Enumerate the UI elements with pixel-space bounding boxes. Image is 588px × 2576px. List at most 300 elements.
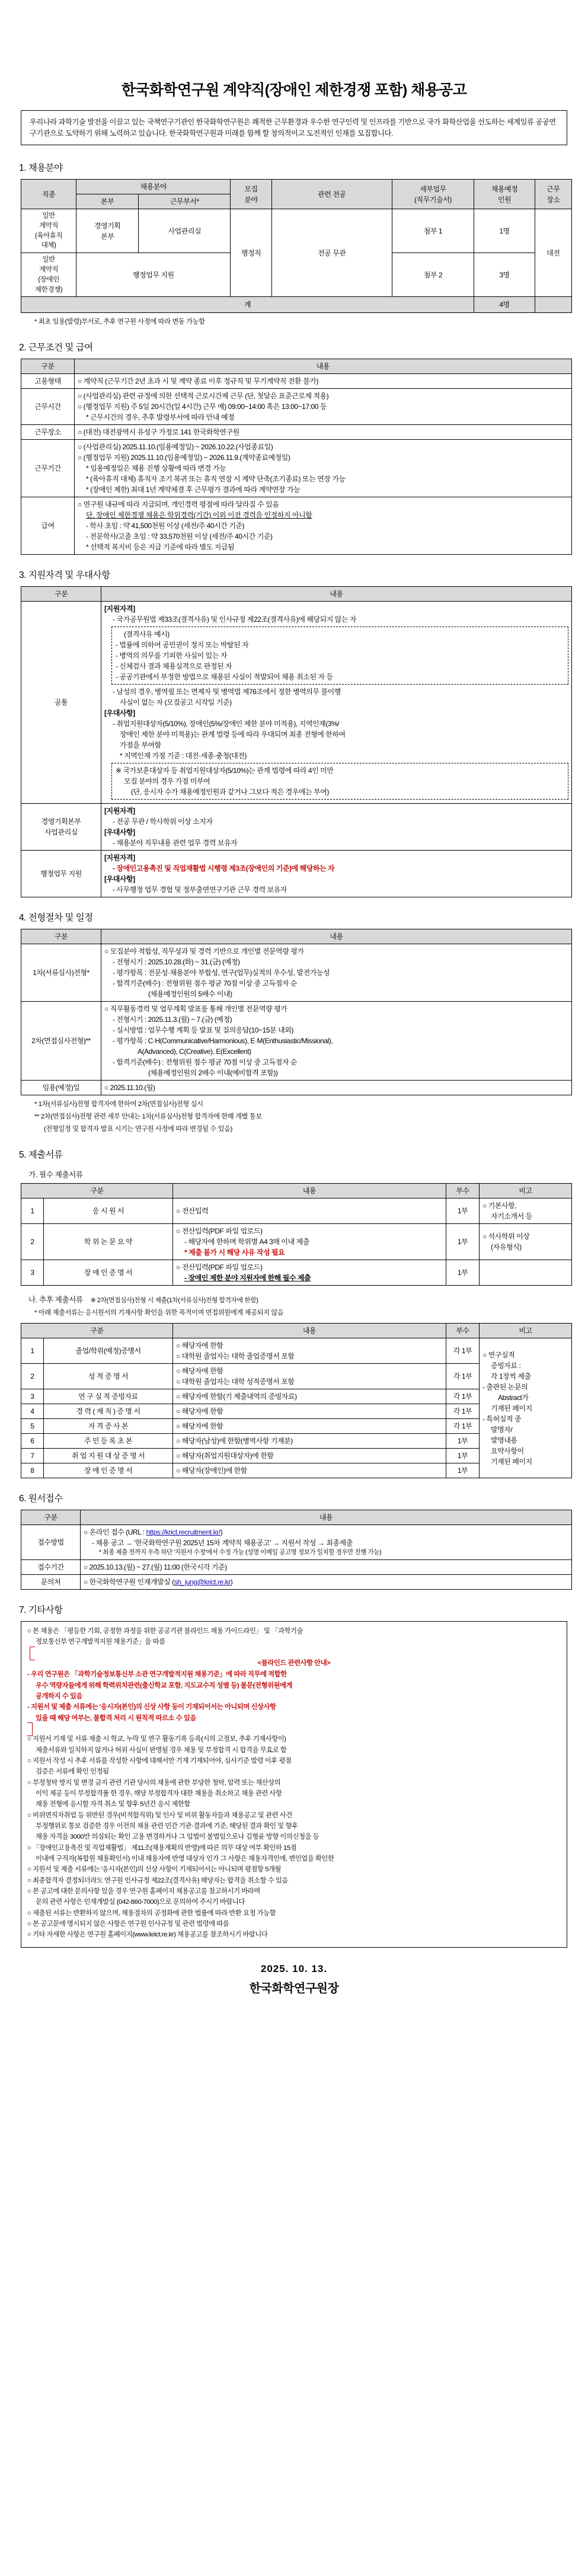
cell-remark	[480, 1198, 572, 1224]
cell-copies: 각 1부	[446, 1419, 480, 1434]
job-type-line: 일반	[42, 255, 55, 264]
table-row	[21, 389, 572, 425]
section-5a-heading: 가. 필수 제출서류	[28, 1171, 83, 1180]
content-line: ○ 2025.11.10.(월)	[104, 1084, 155, 1092]
cell-doc-name: 취 업 지 원 대 상 증 명 서	[44, 1449, 173, 1463]
cell-copies: 1부	[446, 1260, 480, 1286]
table-header-row	[21, 1510, 572, 1525]
work-condition-table	[21, 359, 572, 555]
th-label: 구분	[21, 1510, 81, 1525]
th-detail-l1: 세부업무	[420, 184, 446, 193]
cell-total-value: 4명	[474, 297, 535, 313]
th-detail-task	[392, 180, 474, 209]
th-recruit-field	[231, 180, 271, 209]
content-line: ○ 대학원 졸업자는 대학 성적증명서 포함	[176, 1378, 295, 1386]
blind-notice-line: - 우리 연구원은 「과학기술정보통신부 소관 연구개발적지원 채용기준」에 따라 직무에 적합한	[27, 1671, 287, 1679]
table-row	[21, 1575, 572, 1590]
misc-item: ○ 지원서 기재 및 서류 제출 시 학교, 누락 및 연구 활동기록 등록(시의 고정보, 추후 기재사항이)	[27, 1736, 286, 1743]
row-label: 1차(서류심사)전형*	[21, 944, 101, 1002]
cell-division-1	[76, 209, 139, 253]
remark-line: (자유형식)	[491, 1243, 522, 1252]
table-row	[21, 374, 572, 389]
remark-line: ○ 연구실적	[482, 1350, 515, 1359]
cell-copies: 각 1부	[446, 1389, 480, 1404]
cell-no: 7	[21, 1449, 44, 1463]
content-line: ○ 직무활동경력 및 업무계획 발표를 통해 개인별 전문역량 평가	[104, 1005, 287, 1014]
misc-item: 정보통신부 연구개발적지원 채용기준」을 따름	[36, 1638, 165, 1646]
row-content	[75, 497, 572, 555]
misc-item: 검증은 서류에 확인 인정됨	[36, 1768, 109, 1776]
page-title: 한국화학연구원 계약직(장애인 제한경쟁 포함) 채용공고	[121, 82, 467, 98]
th-label: 구분	[21, 359, 75, 374]
misc-item: ○ 비위면직자취업 등 위반된 경우(비적합직위) 및 인사 및 비위 활동자들과 채용공고 및 관련 사건	[27, 1811, 292, 1819]
remark-line: ○ 석사학위 이상	[482, 1232, 530, 1241]
cell-doc-content	[173, 1404, 446, 1419]
table-row	[21, 1525, 572, 1560]
application-table	[21, 1510, 572, 1590]
th-content: 내용	[173, 1184, 446, 1198]
th-head-l2: 인원	[497, 195, 512, 204]
box-line: (단, 응시자 수가 채용예정인원과 같거나 그보다 적은 경우에는 부여)	[131, 788, 329, 797]
misc-item: ○ 제출된 서류는 반환하지 않으며, 채용절차의 공정화에 관한 법률에 따라 반환 요청 가능함	[27, 1909, 276, 1917]
content-line: ○ (사업관리실) 관련 규정에 의한 선택적 근로시간제 근무 (단, 첫달은 표준근로제 적용)	[78, 392, 329, 401]
remark-line: ○ 기본사항,	[482, 1201, 517, 1210]
table-row	[21, 1260, 572, 1286]
content-line: - 학사 초임 : 약 41,500천원 이상 (세전/주 40시간 기준)	[86, 522, 245, 530]
th-copies: 부수	[446, 1184, 480, 1198]
content-line: 단, 장애인 제한경쟁 채용은 학위경력(기간) 이외 이전 경력을 인정하지 아니함	[86, 511, 312, 520]
content-line-highlight: * 제출 불가 시 해당 사유 작성 필요	[184, 1248, 285, 1257]
cell-total-blank	[535, 297, 571, 313]
cell-no: 3	[21, 1260, 44, 1286]
misc-item: 채용 자격을 3000만 의심되는 확인 고용 변경하거나 그 입법이 불법임으로나 김형윤 방향 이의신청을 등	[36, 1833, 319, 1841]
cell-no: 8	[21, 1463, 44, 1478]
cell-doc-name: 응 시 원 서	[44, 1198, 173, 1224]
table-row	[21, 1338, 572, 1364]
section-1-footnote: * 최초 임용(발령)부서로, 추후 연구원 사정에 따라 변동 가능함	[34, 318, 205, 326]
section-1-heading: 1. 채용분야	[19, 163, 63, 174]
content-line: - 평가항목 : 전문성·채용분야 부합성, 연구(업무)실적의 우수성, 발전가능성	[113, 969, 330, 977]
cell-no: 1	[21, 1198, 44, 1224]
row-content	[81, 1525, 572, 1560]
blind-notice-header: <블라인드 관련사항 안내>	[257, 1660, 331, 1667]
content-title: [지원자격]	[104, 605, 135, 613]
th-headcount	[474, 180, 535, 209]
misc-item: 이익 제공 등이 부정합격률 한 경우, 해당 부정합격자 대한 채용을 취소하고 채용 관련 사항	[36, 1789, 282, 1797]
box-line: 모집 분야의 경우 가점 미부여	[124, 777, 210, 786]
content-title: [우대사항]	[104, 828, 135, 837]
table-header-row	[21, 587, 572, 602]
cell-no: 6	[21, 1434, 44, 1449]
cell-remark-merged	[480, 1338, 572, 1478]
table-header-row	[21, 180, 572, 194]
content-line: - 전공 무관 / 학사학위 이상 소지자	[113, 817, 213, 826]
remark-line: 증빙자료 :	[491, 1361, 521, 1370]
cell-job-type-1	[21, 209, 76, 253]
content-line: - 합격기준(배수) : 전형위원 점수 평균 70점 이상 중 고득점자 순	[113, 1058, 298, 1067]
remark-line: 자기소개서 등	[491, 1212, 532, 1221]
section-5-heading: 5. 제출서류	[19, 1150, 63, 1161]
intro-text: 우리나라 과학기술 발전을 이끌고 있는 국책연구기관인 한국화학연구원은 쾌적한 근무환경과 우수한 연구인력 및 인프라를 기반으로 국가 화학산업을 선도하는 세계일류 공공연구기관으로 도약하기 위해 노력하고 있습니다. 한국화학연구원과 미래를 함께 할 창의적이고 도전적인 인재를 모집합니다.	[30, 118, 556, 138]
content-line: - 채용 공고 → '한국화학연구원 2025년 15차 계약직 채용공고' → 지원서 작성 → 최종제출	[92, 1539, 353, 1548]
cell-doc-content	[173, 1419, 446, 1434]
content-line-email: ○ 한국화학연구원 인재개발실 (sh_jung@krict.re.kr)	[84, 1578, 233, 1587]
content-line: ○ 대학원 졸업자는 대학 졸업증명서 포함	[176, 1352, 295, 1361]
content-line: ○ 계약직 (근무기간 2년 초과 시 및 계약 종료 이후 정규직 및 무기계약직 전환 불가)	[78, 377, 318, 386]
th-content: 내용	[173, 1324, 446, 1338]
content-line: * 지역인재 가점 기준 : 대전·세종·충청(대전)	[120, 752, 247, 760]
notice-box	[111, 763, 568, 800]
qualification-table	[21, 586, 572, 897]
section-6-heading: 6. 원서접수	[19, 1494, 63, 1504]
th-content: 내용	[101, 929, 572, 944]
remark-line: - 특허실적 중	[482, 1414, 522, 1423]
cell-copies: 1부	[446, 1198, 480, 1224]
cell-copies: 1부	[446, 1449, 480, 1463]
cell-no: 1	[21, 1338, 44, 1364]
blind-notice-line: 있을 때 해당 여부는, 불합격 처리 시 원칙적 따르소 수 있음	[36, 1714, 196, 1722]
table-row	[21, 1002, 572, 1081]
content-line: 사실이 없는 자 (모집공고 시작일 기준)	[120, 698, 232, 707]
row-label	[21, 804, 101, 851]
cell-location: 대전	[535, 209, 571, 297]
table-row	[21, 209, 572, 253]
content-line: ○ (행정업무 지원) 2025.11.10.(임용예정일) ~ 2026.11.9.(계약종료예정일)	[78, 453, 290, 462]
row-label: 행정업무 지원	[21, 851, 101, 897]
content-line: ○ 전산입력(PDF 파일 업로드)	[176, 1263, 263, 1272]
later-documents-table	[21, 1323, 572, 1478]
blind-recruitment-notice-box	[27, 1647, 561, 1736]
cell-doc-name: 장 애 인 증 명 서	[44, 1260, 173, 1286]
th-content: 내용	[101, 587, 572, 602]
job-type-line: 대체)	[41, 241, 56, 250]
section-2-heading: 2. 근무조건 및 급여	[19, 343, 93, 353]
table-row	[21, 851, 572, 897]
misc-item: 문의 관련 사항은 인재개발실 (042-860-7000)으로 문의하여 주시기 바랍니다	[36, 1899, 245, 1906]
content-line: * 최종 제출 전까지 우측 하단 '지원서 수정'에서 수정 가능 (성명 이메일 공고명 정보가 일치할 경우만 진행 가능)	[99, 1549, 382, 1557]
footer-organization: 한국화학연구원장	[249, 1981, 339, 1995]
misc-item: ○ 기타 자세한 사항은 연구원 홈페이지(www.krict.re.kr) 채용공고를 참조하시기 바랍니다	[27, 1931, 268, 1939]
table-row	[21, 602, 572, 804]
cell-doc-name: 성 적 증 명 서	[44, 1364, 173, 1389]
cell-doc-content	[173, 1389, 446, 1404]
cell-doc-content	[173, 1338, 446, 1364]
cell-no: 3	[21, 1389, 44, 1404]
content-line: ○ 해당자(남성)에 한함(병역사항 기재분)	[176, 1437, 293, 1446]
content-title: [지원자격]	[104, 854, 135, 862]
cell-doc-content	[173, 1463, 446, 1478]
content-line: * 임용예정일은 채용 진행 상황에 따라 변경 가능	[86, 464, 226, 473]
job-type-line: 제한경쟁)	[34, 285, 63, 293]
job-type-line: (육아휴직	[34, 231, 63, 239]
cell-doc-name: 연 구 실 적 증빙자료	[44, 1389, 173, 1404]
cell-copies: 1부	[446, 1224, 480, 1260]
row-content	[101, 944, 572, 1002]
row-label: 급여	[21, 497, 75, 555]
row-content	[101, 804, 572, 851]
content-line: - 남성의 경우, 병역필 또는 면제자 및 병역법 제76조에서 정한 병역의무 불이행	[113, 688, 341, 696]
job-type-line: (장애인	[38, 275, 59, 283]
th-division: 본부	[76, 194, 139, 209]
content-line: ○ 전산입력(PDF 파일 업로드)	[176, 1227, 263, 1236]
section-4-footnote-3: (전형일정 및 합격자 발표 시기는 연구원 사정에 따라 변경될 수 있음)	[44, 1126, 232, 1133]
cell-doc-content	[173, 1198, 446, 1224]
cell-doc-name: 경 력 ( 재 직 ) 증 명 서	[44, 1404, 173, 1419]
th-detail-l2: (직무기술서)	[414, 195, 452, 204]
th-copies: 부수	[446, 1324, 480, 1338]
cell-remark	[480, 1224, 572, 1260]
cell-doc-name: 장 애 인 증 명 서	[44, 1463, 173, 1478]
content-line: * (육아휴직 대체) 휴직자 조기 복귀 또는 휴직 연장 시 계약 단축(조기종료) 또는 연장 가능	[86, 475, 346, 484]
label-line: 사업관리실	[44, 828, 78, 837]
content-line: * (장애인 제한) 최대 1년 계약체결 후 근무평가 결과에 따라 계약연장 가능	[86, 485, 301, 494]
box-line: - 병역의 의무를 기피한 사실이 있는 자	[116, 651, 227, 660]
th-label: 구분	[21, 1324, 173, 1338]
content-line: - 채용분야 직무내용 관련 업무 경력 보유자	[113, 839, 238, 848]
blind-notice-line: 공개하지 수 있음	[36, 1693, 82, 1701]
content-line-highlight: - 장애인고용촉진 및 직업재활법 시행령 제3조(장애인의 기준)에 해당하는 자	[113, 864, 335, 873]
content-line-url: ○ 온라인 접수 (URL : https://krict.recruitment.kr/)	[84, 1528, 223, 1537]
th-head-l1: 채용예정	[491, 184, 518, 193]
cell-doc-content	[173, 1364, 446, 1389]
content-title: [우대사항]	[104, 875, 135, 884]
row-content	[75, 425, 572, 440]
cell-recruit-field: 행정직	[231, 209, 271, 297]
section-5b-heading	[28, 1293, 570, 1305]
content-line: ○ 해당자(취업지원대상자)에 한함	[176, 1452, 274, 1460]
table-row	[21, 804, 572, 851]
content-line: 장애인 제한 분야 미적용)는 관계 법령 등에 따라 우대되며 최종 전형에 한하여	[120, 730, 346, 739]
remark-line: 요약사항이	[491, 1446, 524, 1455]
row-content	[101, 1081, 572, 1095]
remark-line: 기재된 페이지	[491, 1457, 532, 1466]
content-line: (채용예정인원의 2배수 이내(예비합격 포함))	[148, 1069, 278, 1078]
intro-box	[21, 110, 567, 145]
row-label: 근무장소	[21, 425, 75, 440]
section-5b-note-2: * 아래 제출서류는 응시원서의 기재사항 확인을 위한 목적이며 면접위원에게 제공되지 않음	[34, 1309, 284, 1317]
misc-item: ○ 본 공고에 대한 문의사항 있을 경우 연구원 홈페이지 채용공고를 참고하시기 바라며	[27, 1887, 260, 1895]
content-line: ○ 해당자에 한함	[176, 1407, 223, 1416]
row-label: 접수기간	[21, 1560, 81, 1575]
table-header-row	[21, 1184, 572, 1198]
cell-total-label: 계	[21, 297, 474, 313]
remark-line: Abstract가	[498, 1393, 529, 1402]
row-label: 공통	[21, 602, 101, 804]
cell-headcount-1: 1명	[474, 209, 535, 253]
section-4-footnote-1: * 1차(서류심사)전형 합격자에 한하여 2차(면접심사)전형 실시	[34, 1101, 203, 1108]
th-label: 구분	[21, 929, 101, 944]
misc-item: 이내에 구직자(복합원 채용확인서) 이내 채용자에 반영 대상자 인가 그 사항은 채용자격인에, 변인업을 확인한	[36, 1855, 334, 1862]
cell-doc-content	[173, 1260, 446, 1286]
table-total-row	[21, 297, 572, 313]
division-line: 본부	[101, 232, 114, 241]
row-label: 근무시간	[21, 389, 75, 425]
cell-remark	[480, 1260, 572, 1286]
cell-major: 전공 무관	[271, 209, 392, 297]
cell-doc-content	[173, 1449, 446, 1463]
table-row	[21, 425, 572, 440]
th-loc-l1: 근무	[547, 184, 560, 193]
th-job-type: 직종	[21, 180, 76, 209]
table-row	[21, 944, 572, 1002]
th-label: 구분	[21, 1184, 173, 1198]
content-line: ○ 해당자에 한함	[176, 1367, 223, 1376]
content-line: ○ 2025.10.13.(월) ~ 27.(월) 11:00 (한국시각 기준)	[84, 1563, 227, 1572]
content-line: - 합격기준(배수) : 전형위원 점수 평균 70점 이상 중 고득점자 순	[113, 979, 298, 988]
content-line: ○ 전산입력	[176, 1207, 209, 1216]
cell-detail-task-1: 첨부 1	[392, 209, 474, 253]
job-type-line: 계약직	[39, 266, 59, 274]
contact-email-link[interactable]: sh_jung@krict.re.kr	[174, 1578, 231, 1587]
content-line: ○ 해당자(장애인)에 한함	[176, 1466, 247, 1475]
cell-job-type-2	[21, 253, 76, 297]
content-line: ○ 연구원 내규에 따라 지급되며, 개인경력 평점에 따라 달라질 수 있음	[78, 500, 279, 509]
cell-no: 2	[21, 1364, 44, 1389]
box-line: - 공공기관에서 부정한 방법으로 채용된 사실이 적발되어 채용 취소된 자 등	[116, 673, 333, 682]
remark-line: 각 1장씩 제출	[491, 1372, 531, 1380]
row-label: 문의처	[21, 1575, 81, 1590]
table-header-row	[21, 359, 572, 374]
content-line: - 전형시기 : 2025.10.28.(화) ~ 31.(금) (예정)	[113, 958, 240, 967]
content-line: ○ (사업관리실) 2025.11.10.(임용예정일) ~ 2026.10.22.(사업종료일)	[78, 443, 273, 452]
cell-doc-content	[173, 1224, 446, 1260]
row-content	[101, 1002, 572, 1081]
job-type-line: 일반	[42, 212, 55, 220]
content-line: (채용예정인원의 5배수 이내)	[148, 990, 232, 999]
table-row	[21, 440, 572, 497]
th-content: 내용	[75, 359, 572, 374]
misc-item: 부정행위로 통보 검증한 경우 이전의 채용 관련 민간 기관·결과에 기준, 해당된 결과 확인 및 향후	[36, 1822, 298, 1830]
content-line: ○ (대전) 대전광역시 유성구 가정로 141 한국화학연구원	[78, 428, 239, 437]
row-content	[101, 851, 572, 897]
content-line: ○ 해당자에 한함(기 제출내역의 증빙자료)	[176, 1392, 297, 1401]
cell-doc-name: 자 격 증 사 본	[44, 1419, 173, 1434]
remark-line: 발명자/	[491, 1425, 513, 1434]
table-row	[21, 1081, 572, 1095]
cell-merged-field: 행정업무 지원	[76, 253, 231, 297]
cell-doc-name: 주 민 등 록 초 본	[44, 1434, 173, 1449]
remark-line: - 출판된 논문의	[482, 1382, 528, 1391]
content-line: - 평가항목 : C·H(Communicative/Harmonious), E·M(Enthusiastic/Missional),	[113, 1037, 333, 1046]
misc-item: ○ 부정청탁 방지 및 변경 금지 관련 기관 당사의 채용에 관한 부당한 청탁, 압력 또는 재산상의	[27, 1779, 281, 1786]
cell-doc-name: 학 위 논 문 요 약	[44, 1224, 173, 1260]
content-line: - 해당자에 한하며 학위별 A4 3매 이내 제출	[184, 1238, 309, 1247]
th-content: 내용	[81, 1510, 572, 1525]
section-5b-label: 나. 추후 제출서류	[28, 1296, 83, 1305]
table-header-row	[21, 1324, 572, 1338]
cell-no: 2	[21, 1224, 44, 1260]
misc-item: 채용 전형에 응시할 자격 취소 및 향후 5년간 응시 제한함	[36, 1801, 190, 1808]
example-box	[111, 627, 568, 685]
cell-no: 5	[21, 1419, 44, 1434]
cell-headcount-2: 3명	[474, 253, 535, 297]
cell-department-1: 사업관리실	[139, 209, 231, 253]
th-label: 구분	[21, 587, 101, 602]
misc-item: ○ 지원서 작성 시 추후 서류를 작성한 사항에 대해서만 기재 기재되어야, 심사기준 발령 이후 평점	[27, 1757, 292, 1765]
application-url-link[interactable]: https://krict.recruitment.kr/	[146, 1528, 220, 1537]
misc-item: 제출서류와 일치하지 않거나 허위 사실이 판명될 경우 채용 및 부정합격 시 합격을 무효로 함	[36, 1746, 287, 1754]
required-documents-table	[21, 1183, 572, 1286]
misc-item: ○ 지원서 및 제출 서류에는 '응시자(본인)의 신상 사항이 기재되어서는 아니되며 평점항 5개월	[27, 1866, 281, 1874]
th-department: 근무부서*	[139, 194, 231, 209]
cell-copies: 1부	[446, 1434, 480, 1449]
content-line: - 사무행정 업무 경험 및 정부출연연구기관 근무 경력 보유자	[113, 886, 287, 894]
content-line: 가점을 부여함	[120, 741, 161, 750]
table-row	[21, 1560, 572, 1575]
th-recruit-field-l1: 모집	[244, 184, 258, 193]
blind-notice-line: - 지원서 및 제출 서류에는 '응시자(본인)의 신상 사항 등이 기재되어서는 아니되며 신상사항	[27, 1704, 276, 1711]
cell-copies: 각 1부	[446, 1338, 480, 1364]
row-content	[81, 1560, 572, 1575]
remark-line: 기재된 페이지	[491, 1404, 532, 1412]
job-type-line: 계약직	[39, 221, 59, 229]
blind-notice-line: 우수 역량자들에게 위해 학력위치관련(출신학교 포함, 지도교수직 성별 등) 불문(전형위원에게	[36, 1682, 292, 1689]
box-line: - 신체검사 결과 채용실격으로 판정된 자	[116, 662, 232, 671]
content-line: - 국가공무원법 제33조(결격사유) 및 인사규정 제22조(결격사유)에 해당되지 않는 자	[113, 615, 357, 624]
row-content	[81, 1575, 572, 1590]
row-label: 근무기간	[21, 440, 75, 497]
content-line: - 실시방법 : 업무수행 계획 등 발표 및 질의응답(10~15분 내외)	[113, 1026, 293, 1035]
misc-item: ○ 본 공고문에 명시되지 않은 사항은 연구원 인사규정 및 관련 법령에 따름	[27, 1920, 229, 1928]
row-label: 고용형태	[21, 374, 75, 389]
th-field-group: 채용분야	[76, 180, 231, 194]
misc-item: ○ 본 채용은 「평등한 기회, 공정한 과정을 위한 공공기관 블라인드 채용 가이드라인」 및 「과학기술	[27, 1628, 303, 1635]
content-title: [지원자격]	[104, 807, 135, 816]
content-line: A(Advanced), C(Creative), E(Excellent)	[138, 1047, 251, 1056]
cell-copies: 1부	[446, 1463, 480, 1478]
remark-line: 발명내용	[491, 1436, 517, 1444]
cell-copies: 각 1부	[446, 1364, 480, 1389]
row-content	[75, 374, 572, 389]
section-3-heading: 3. 지원자격 및 우대사항	[19, 570, 110, 581]
content-line: - 전문학사/고졸 초임 : 약 33,570천원 이상 (세전/주 40시간 기준)	[86, 532, 273, 541]
section-7-heading: 7. 기타사항	[19, 1605, 63, 1616]
row-label: 접수방법	[21, 1525, 81, 1560]
cell-no: 4	[21, 1404, 44, 1419]
row-label: 2차(면접심사전형)**	[21, 1002, 101, 1081]
box-line: - 법률에 의하여 공민권이 정지 또는 박탈된 자	[116, 641, 249, 650]
content-line: - 전형시기 : 2025.11.3.(월) ~ 7.(금) (예정)	[113, 1015, 232, 1024]
recruit-field-table	[21, 179, 572, 313]
content-line: * 근무시간의 경우, 추후 발령부서에 따라 안내 예정	[86, 413, 235, 422]
section-4-footnote-2: ** 2차(면접심사)전형 관련 세부 안내는 1차(서류심사)전형 합격자에 한해 개별 통보	[34, 1113, 262, 1121]
table-row	[21, 1198, 572, 1224]
th-remark: 비고	[480, 1324, 572, 1338]
table-header-row	[21, 929, 572, 944]
label-line: 경영기획본부	[41, 817, 81, 826]
misc-item: ○ 최종합격자 결정되더라도 연구원 인사규정 제22조(결격사유) 해당자는 합격을 취소할 수 있음	[27, 1877, 288, 1884]
cell-doc-content	[173, 1434, 446, 1449]
box-line: (결격사유 예시)	[124, 630, 170, 639]
row-content	[75, 440, 572, 497]
box-line: ※ 국가보훈대상자 등 취업지원대상자(5/10%)는 관계 법령에 따라 4인 미만	[116, 766, 334, 775]
section-4-heading: 4. 전형절차 및 일정	[19, 913, 93, 923]
th-recruit-field-l2: 분야	[244, 195, 258, 204]
footer-date: 2025. 10. 13.	[260, 1963, 328, 1974]
cell-detail-task-2: 첨부 2	[392, 253, 474, 297]
content-line: * 선택적 복지비 등은 지급 기준에 따라 별도 지급됨	[86, 543, 235, 552]
content-line: ○ 해당자에 한함	[176, 1422, 223, 1431]
selection-process-table	[21, 929, 572, 1095]
misc-notes-box	[21, 1621, 567, 1948]
cell-copies: 각 1부	[446, 1404, 480, 1419]
row-content	[75, 389, 572, 425]
division-line: 경영기획	[94, 221, 121, 230]
row-label: 임용(예정)일	[21, 1081, 101, 1095]
section-5b-note: ※ 2차(면접심사)전형 시 제출(1차(서류심사)전형 합격자에 한함)	[90, 1297, 258, 1305]
content-line: - 취업지원대상자(5/10%), 장애인(5%/장애인 제한 분야 미적용), 지역인재(3%/	[113, 720, 340, 728]
th-remark: 비고	[480, 1184, 572, 1198]
